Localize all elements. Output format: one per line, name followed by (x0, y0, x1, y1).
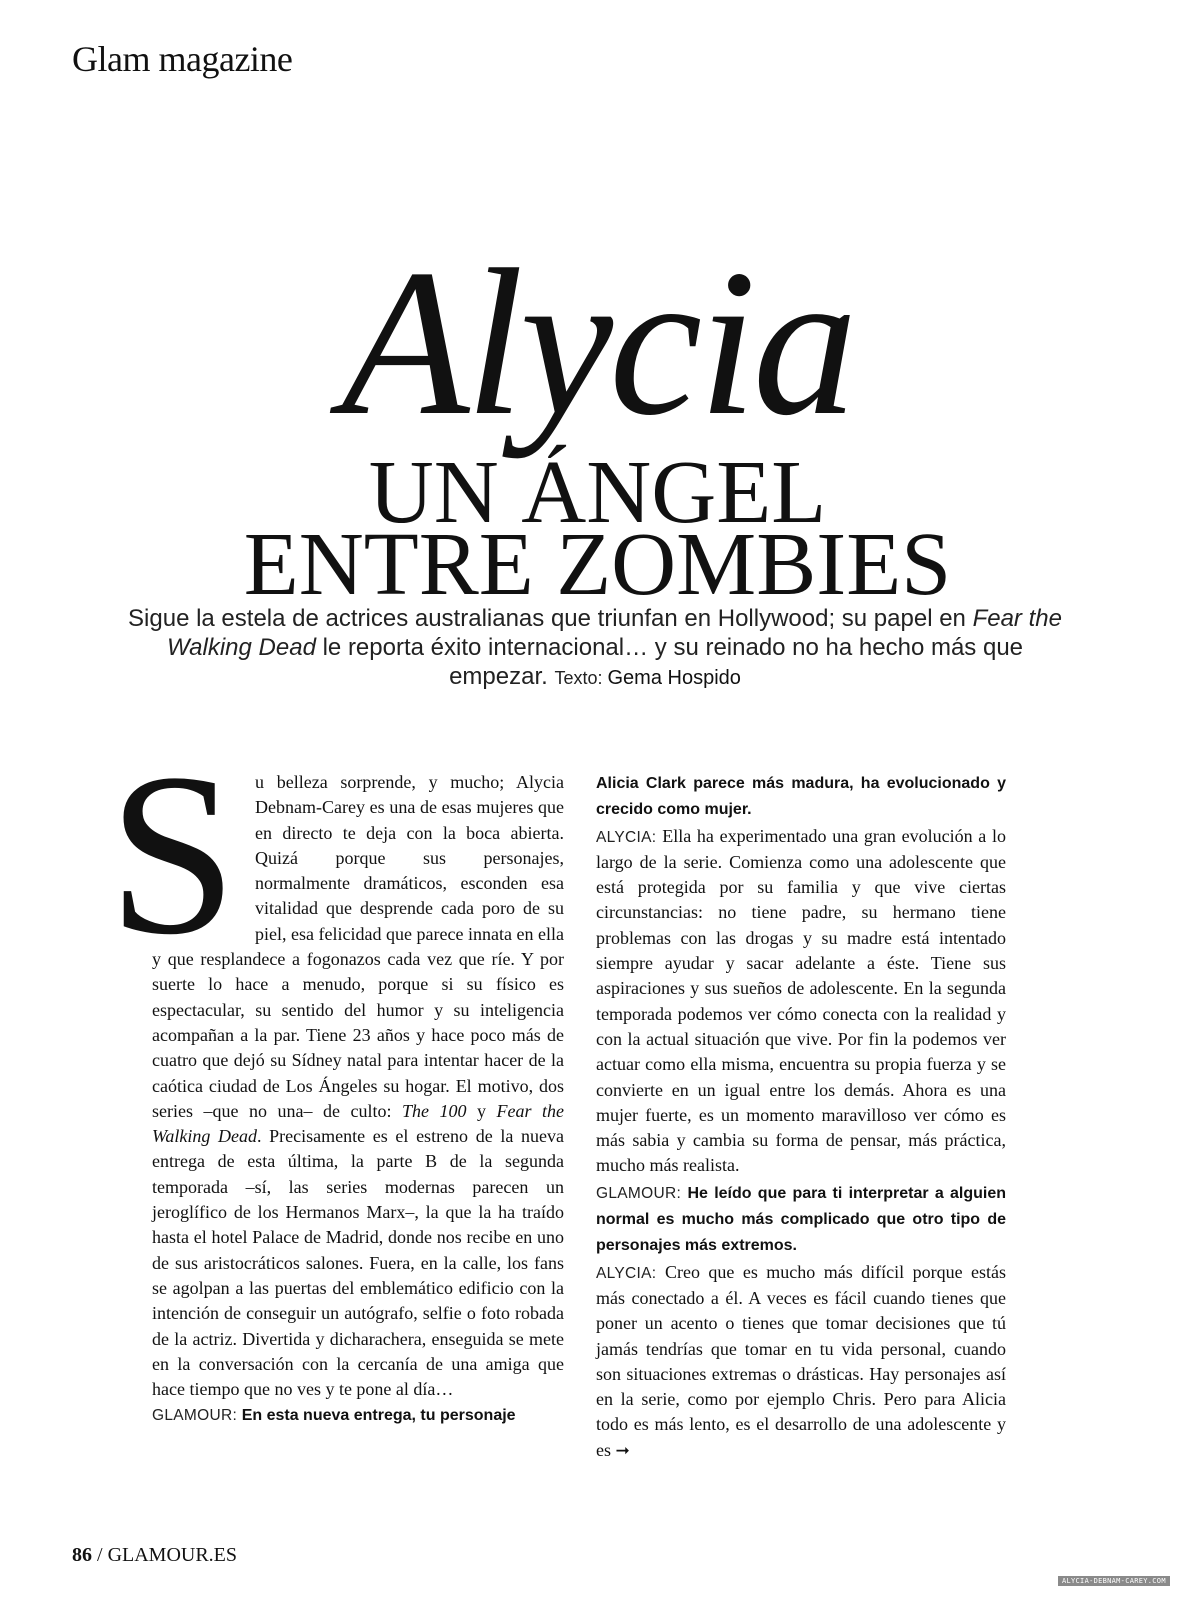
intro-text-2: . Precisamente es el estreno de la nueva entrega de esta última, la parte B de la segunda temporada –sí, las series modernas parecen un jeroglífico de los Hermanos Marx–, la que la ha traído hasta el hotel Palace de Madrid, donde nos recibe en uno de sus aristocráticos salones. Fuera, en la calle, los fans se agolpan a las puertas del emblemático edificio con la intención de conseguir un autógrafo, selfie o foto robada de la actriz. Divertida y dicharachera, enseguida se mete en la conversación con la cercanía de una amiga que hace tiempo que no ves y te pone al día… (152, 1126, 564, 1400)
continue-arrow-icon: ➞ (615, 1440, 630, 1461)
standfirst-text-2: le reporta éxito internacional… y su reinado no ha hecho más que empezar. (315, 634, 1024, 690)
intro-conjunction: y (466, 1100, 497, 1121)
watermark: ALYCIA-DEBNAM-CAREY.COM (1058, 1576, 1170, 1586)
question-1-start (152, 1402, 564, 1428)
intro-text-1: u belleza sorprende, y mucho; Alycia Debnam-Carey es una de esas mujeres que en directo te deja con la boca abierta. Quizá porque sus personajes, normalmente dramáticos, esconden esa vitalidad que desprende cada poro de su piel, esa felicidad que parece innata en ella y que resplandece a fogonazos cada vez que ríe. Y por suerte lo hace a menudo, porque si su físico es espectacular, su sentido del humor y su inteligencia acompañan a la par. Tiene 23 años y hace poco más de cuatro que dejó su Sídney natal para intentar hacer de la caótica ciudad de Los Ángeles su hogar. El motivo, dos series –que no una– de culto: (152, 772, 564, 1121)
speaker-glamour: GLAMOUR: (152, 1407, 242, 1425)
headline-name: Alycia (341, 227, 854, 459)
question-2-text: He leído que para ti interpretar a alguien normal es mucho más complicado que otro tipo de personajes más extremos. (596, 1184, 1006, 1255)
standfirst (120, 604, 1070, 693)
answer-2 (596, 1260, 1006, 1464)
section-label: Glam magazine (72, 39, 293, 79)
answer-1 (596, 824, 1006, 1179)
standfirst-show-title: Fear the Walking Dead (166, 605, 1062, 661)
speaker-glamour: GLAMOUR: (596, 1184, 688, 1202)
speaker-alycia: ALYCIA: (596, 1264, 665, 1282)
answer-2-text: Creo que es mucho más difícil porque estás más conectado a él. A veces es fácil cuando tienes que poner un acento o tienes que tomar decisiones que tú jamás tendrías que tomar en tu vida personal, cuando son situaciones extremas o drásticas. Hay personajes así en la serie, como por ejemplo Chris. Pero para Alicia todo es más lento, es el desarrollo de una adolescente y es (596, 1261, 1007, 1460)
article-column-2 (596, 770, 1006, 1465)
speaker-alycia: ALYCIA: (596, 828, 663, 846)
question-1-end (596, 770, 1006, 823)
show-title-fear-the-walking-dead: Fear the Walking Dead (152, 1100, 565, 1147)
show-title-the-100: The 100 (401, 1100, 467, 1121)
page-number: 86 (72, 1544, 92, 1566)
byline-author: Gema Hospido (607, 667, 741, 689)
footer-site: GLAMOUR.ES (107, 1544, 238, 1566)
question-1-text-end: Alicia Clark parece más madura, ha evolucionado y crecido como mujer. (596, 775, 1006, 819)
headline-line-2: ENTRE ZOMBIES (243, 515, 952, 614)
footer-separator: / (92, 1544, 108, 1566)
page-footer (72, 1544, 237, 1567)
standfirst-text-1: Sigue la estela de actrices australianas que triunfan en Hollywood; su papel en (128, 605, 973, 632)
drop-cap: S (108, 726, 238, 983)
answer-1-text: Ella ha experimentado una gran evolución a lo largo de la serie. Comienza como una adolescente que está protegida por su familia y que vive ciertas circunstancias: no tiene padre, su hermano tiene problemas con las drogas y su madre está intentado siempre ayudar y sacar adelante a éste. Tiene sus aspiraciones y sus sueños de adolescente. En la segunda temporada podemos ver cómo conecta con la realidad y con la actual situación que vive. Por fin la podemos ver actuar como ella misma, encuentra su propia fuerza y se convierte en un igual entre los demás. Ahora es una mujer fuerte, es un momento maravilloso ver cómo es más sabia y cambia su forma de pensar, más práctica, mucho más realista. (596, 825, 1006, 1176)
article-column-1 (108, 726, 565, 1429)
byline-label: Texto: (554, 668, 608, 688)
question-1-text-start: En esta nueva entrega, tu personaje (241, 1407, 516, 1425)
question-2 (596, 1180, 1006, 1259)
headline-line-1: UN ÁNGEL (368, 443, 827, 542)
